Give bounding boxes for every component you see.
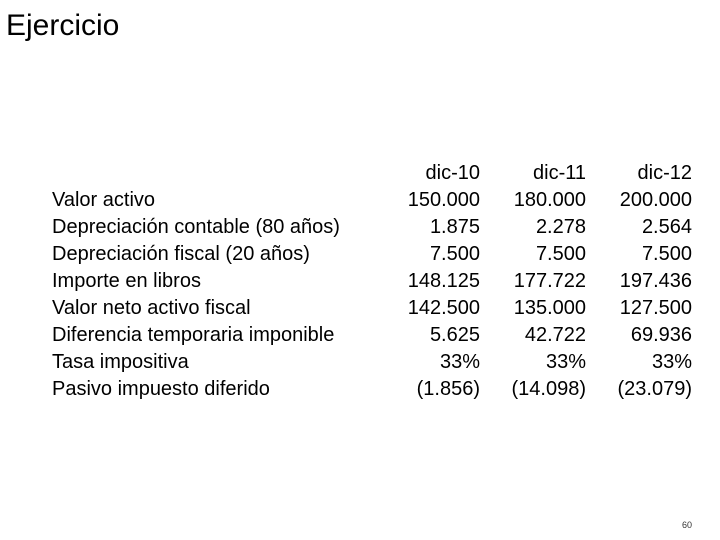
cell-value: (23.079) (617, 378, 692, 400)
cell-value: 69.936 (630, 324, 692, 346)
cell-value: 177.722 (513, 270, 586, 292)
table-row (48, 268, 696, 295)
cell-value: 33% (439, 351, 480, 373)
column-header: dic-11 (533, 162, 586, 184)
column-header (48, 160, 378, 187)
table-row (48, 295, 696, 322)
cell-value: 142.500 (407, 297, 480, 319)
page-title: Ejercicio (6, 9, 120, 42)
page-number: 60 (681, 520, 692, 530)
row-label: Valor neto activo fiscal (52, 297, 251, 319)
row-label: Pasivo impuesto diferido (52, 378, 270, 400)
cell-value: 200.000 (619, 189, 692, 211)
cell-value: 127.500 (619, 297, 692, 319)
table-row (48, 349, 696, 376)
table-row (48, 322, 696, 349)
column-header: dic-12 (637, 162, 692, 184)
cell-value: 5.625 (429, 324, 480, 346)
row-label: Importe en libros (52, 270, 201, 292)
row-label: Diferencia temporaria imponible (52, 324, 335, 346)
cell-value: 135.000 (513, 297, 586, 319)
cell-value: (14.098) (511, 378, 586, 400)
table-row (48, 376, 696, 403)
row-label: Depreciación fiscal (20 años) (52, 243, 310, 265)
data-table (48, 160, 696, 403)
table-row (48, 241, 696, 268)
table-row (48, 187, 696, 214)
cell-value: 180.000 (513, 189, 586, 211)
cell-value: 148.125 (407, 270, 480, 292)
cell-value: 150.000 (407, 189, 480, 211)
cell-value: 1.875 (429, 216, 480, 238)
cell-value: 7.500 (535, 243, 586, 265)
cell-value: 42.722 (524, 324, 586, 346)
cell-value: 197.436 (619, 270, 692, 292)
row-label: Depreciación contable (80 años) (52, 216, 340, 238)
cell-value: 33% (545, 351, 586, 373)
cell-value: 7.500 (429, 243, 480, 265)
row-label: Valor activo (52, 189, 156, 211)
table-row (48, 214, 696, 241)
cell-value: 2.278 (535, 216, 586, 238)
table-header-row (48, 160, 696, 187)
cell-value: 33% (651, 351, 692, 373)
column-header: dic-10 (425, 162, 480, 184)
cell-value: 2.564 (641, 216, 692, 238)
row-label: Tasa impositiva (52, 351, 189, 373)
cell-value: (1.856) (416, 378, 480, 400)
cell-value: 7.500 (641, 243, 692, 265)
